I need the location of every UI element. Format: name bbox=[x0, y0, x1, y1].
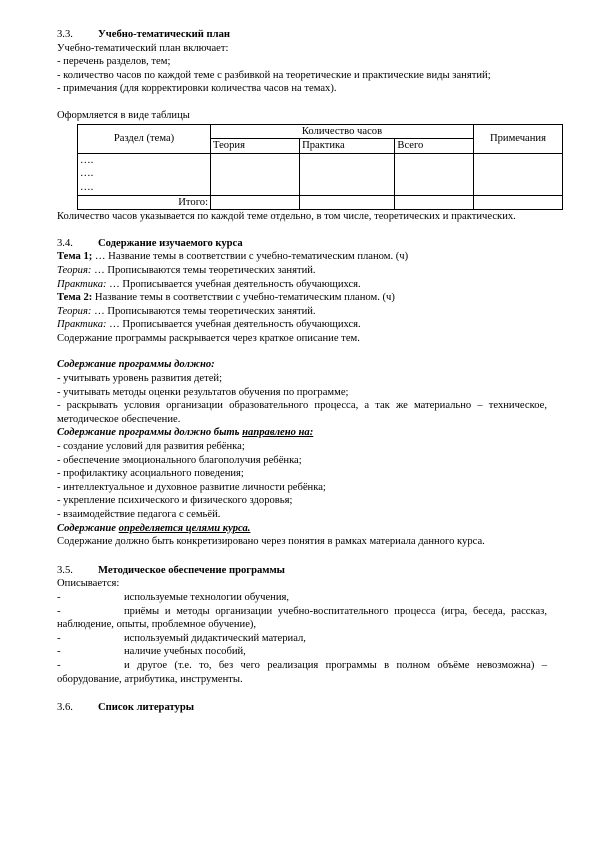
list-item bbox=[57, 645, 547, 659]
list-dash: - bbox=[57, 659, 61, 671]
subheading bbox=[57, 522, 547, 536]
section-3-4 bbox=[57, 237, 547, 549]
topic-line bbox=[57, 291, 547, 305]
table-header-cell: Раздел (тема) bbox=[78, 124, 211, 153]
practice-label: Практика: bbox=[57, 278, 107, 290]
list-item: - обеспечение эмоционального благополучия ребёнка; bbox=[57, 454, 302, 466]
section-number: 3.4. bbox=[57, 237, 73, 249]
topic-label: Тема 2: bbox=[57, 292, 93, 304]
section-heading bbox=[57, 237, 547, 251]
subheading: Содержание программы должно: bbox=[57, 359, 215, 371]
list-item-text: используемые технологии обучения, bbox=[124, 591, 290, 603]
list-item bbox=[57, 591, 547, 605]
topic-line bbox=[57, 250, 547, 264]
section-3-6 bbox=[57, 701, 547, 715]
table-header-cell: Теория bbox=[211, 139, 300, 154]
table-cell bbox=[211, 195, 300, 210]
theory-text: … Прописываются темы теоретических занятий. bbox=[91, 264, 316, 276]
theory-line bbox=[57, 305, 547, 319]
table-cell bbox=[473, 153, 562, 195]
table-header-cell: Всего bbox=[395, 139, 474, 154]
section-3-3 bbox=[57, 28, 547, 224]
section-title: Список литературы bbox=[98, 702, 195, 714]
list-item-text: наличие учебных пособий, bbox=[124, 646, 246, 658]
theory-text: … Прописываются темы теоретических занятий. bbox=[91, 305, 316, 317]
paragraph: Количество часов указывается по каждой теме отдельно, в том числе, теоретических и практических. bbox=[57, 211, 516, 223]
subheading-underlined: определяется целями курса. bbox=[118, 522, 251, 534]
subheading-text: Содержание программы должно быть bbox=[57, 427, 243, 439]
paragraph: Учебно-тематический план включает: bbox=[57, 42, 229, 54]
document-page bbox=[57, 28, 547, 715]
practice-label: Практика: bbox=[57, 319, 107, 331]
list-item: - интеллектуальное и духовное развитие личности ребёнка; bbox=[57, 481, 326, 493]
list-item: - создание условий для развития ребёнка; bbox=[57, 441, 245, 453]
table-header-cell: Примечания bbox=[473, 124, 562, 153]
table-total-label: Итого: bbox=[78, 195, 211, 210]
placeholder-dots: …. bbox=[80, 168, 94, 180]
section-number: 3.6. bbox=[57, 702, 73, 714]
theory-label: Теория: bbox=[57, 264, 92, 276]
list-item: - укрепление психического и физического здоровья; bbox=[57, 495, 293, 507]
paragraph: Описывается: bbox=[57, 578, 120, 590]
list-item: - примечания (для корректировки количества часов на темах). bbox=[57, 83, 337, 95]
practice-line bbox=[57, 278, 547, 292]
list-item: - количество часов по каждой теме с разбивкой на теоретические и практические виды занятий; bbox=[57, 69, 491, 81]
table-cell bbox=[300, 153, 395, 195]
list-item bbox=[57, 605, 547, 632]
list-item: - взаимодействие педагога с семьёй. bbox=[57, 509, 221, 520]
list-item: - учитывать уровень развития детей; bbox=[57, 373, 223, 385]
placeholder-dots: …. bbox=[80, 154, 94, 166]
topic-text: Название темы в соответствии с учебно-тематическим планом. (ч) bbox=[92, 292, 395, 304]
practice-text: … Прописывается учебная деятельность обучающихся. bbox=[106, 278, 361, 290]
placeholder-dots: …. bbox=[80, 181, 94, 193]
list-dash: - bbox=[57, 591, 61, 603]
theory-line bbox=[57, 264, 547, 278]
list-item bbox=[57, 632, 547, 646]
list-dash: - bbox=[57, 632, 61, 644]
subheading-underlined: направлено на: bbox=[242, 427, 314, 439]
list-item bbox=[57, 659, 547, 686]
section-heading bbox=[57, 564, 547, 578]
table-cell bbox=[211, 153, 300, 195]
list-item-text: и другое (т.е. то, без чего реализация программы в полном объёме невозможна) – оборудование, атрибутика, инструменты. bbox=[57, 659, 547, 685]
section-heading bbox=[57, 28, 547, 42]
table-cell bbox=[395, 195, 474, 210]
table-cell bbox=[395, 153, 474, 195]
list-item: - раскрывать условия организации образовательного процесса, а так же материально – техническое, методическое обеспечение. bbox=[57, 400, 547, 425]
paragraph: Содержание программы раскрывается через краткое описание тем. bbox=[57, 332, 360, 344]
subheading-text: Содержание bbox=[57, 522, 119, 534]
table-header-cell: Практика bbox=[300, 139, 395, 154]
topic-text: … Название темы в соответствии с учебно-тематическим планом. (ч) bbox=[92, 251, 409, 263]
list-item-text: используемый дидактический материал, bbox=[124, 632, 306, 644]
section-number: 3.5. bbox=[57, 564, 73, 576]
topic-label: Тема 1; bbox=[57, 251, 93, 263]
list-dash: - bbox=[57, 646, 61, 658]
practice-text: … Прописывается учебная деятельность обучающихся. bbox=[106, 319, 361, 331]
section-heading bbox=[57, 701, 547, 715]
table-cell bbox=[78, 153, 211, 195]
practice-line bbox=[57, 318, 547, 332]
paragraph: Оформляется в виде таблицы bbox=[57, 109, 190, 121]
section-number: 3.3. bbox=[57, 29, 73, 40]
list-item-wrap bbox=[57, 605, 547, 632]
section-3-5 bbox=[57, 564, 547, 686]
section-title: Учебно-тематический план bbox=[98, 29, 230, 40]
table-header-cell: Количество часов bbox=[211, 124, 474, 139]
subheading bbox=[57, 426, 547, 440]
paragraph: Содержание должно быть конкретизировано через понятия в рамках материала данного курса. bbox=[57, 536, 485, 548]
list-item: - профилактику асоциального поведения; bbox=[57, 468, 244, 480]
section-title: Методическое обеспечение программы bbox=[98, 564, 285, 576]
list-item: - учитывать методы оценки результатов обучения по программе; bbox=[57, 386, 349, 398]
theory-label: Теория: bbox=[57, 305, 92, 317]
list-item: - перечень разделов, тем; bbox=[57, 56, 171, 68]
table-cell bbox=[473, 195, 562, 210]
list-item-text: приёмы и методы организации учебно-воспитательного процесса (игра, беседа, рассказ, наблюдение, опыты, проблемное обучение), bbox=[57, 605, 547, 631]
list-dash: - bbox=[57, 605, 61, 617]
list-item-wrap bbox=[57, 659, 547, 686]
section-title: Содержание изучаемого курса bbox=[98, 237, 243, 249]
hours-table bbox=[77, 124, 563, 211]
table-cell bbox=[300, 195, 395, 210]
